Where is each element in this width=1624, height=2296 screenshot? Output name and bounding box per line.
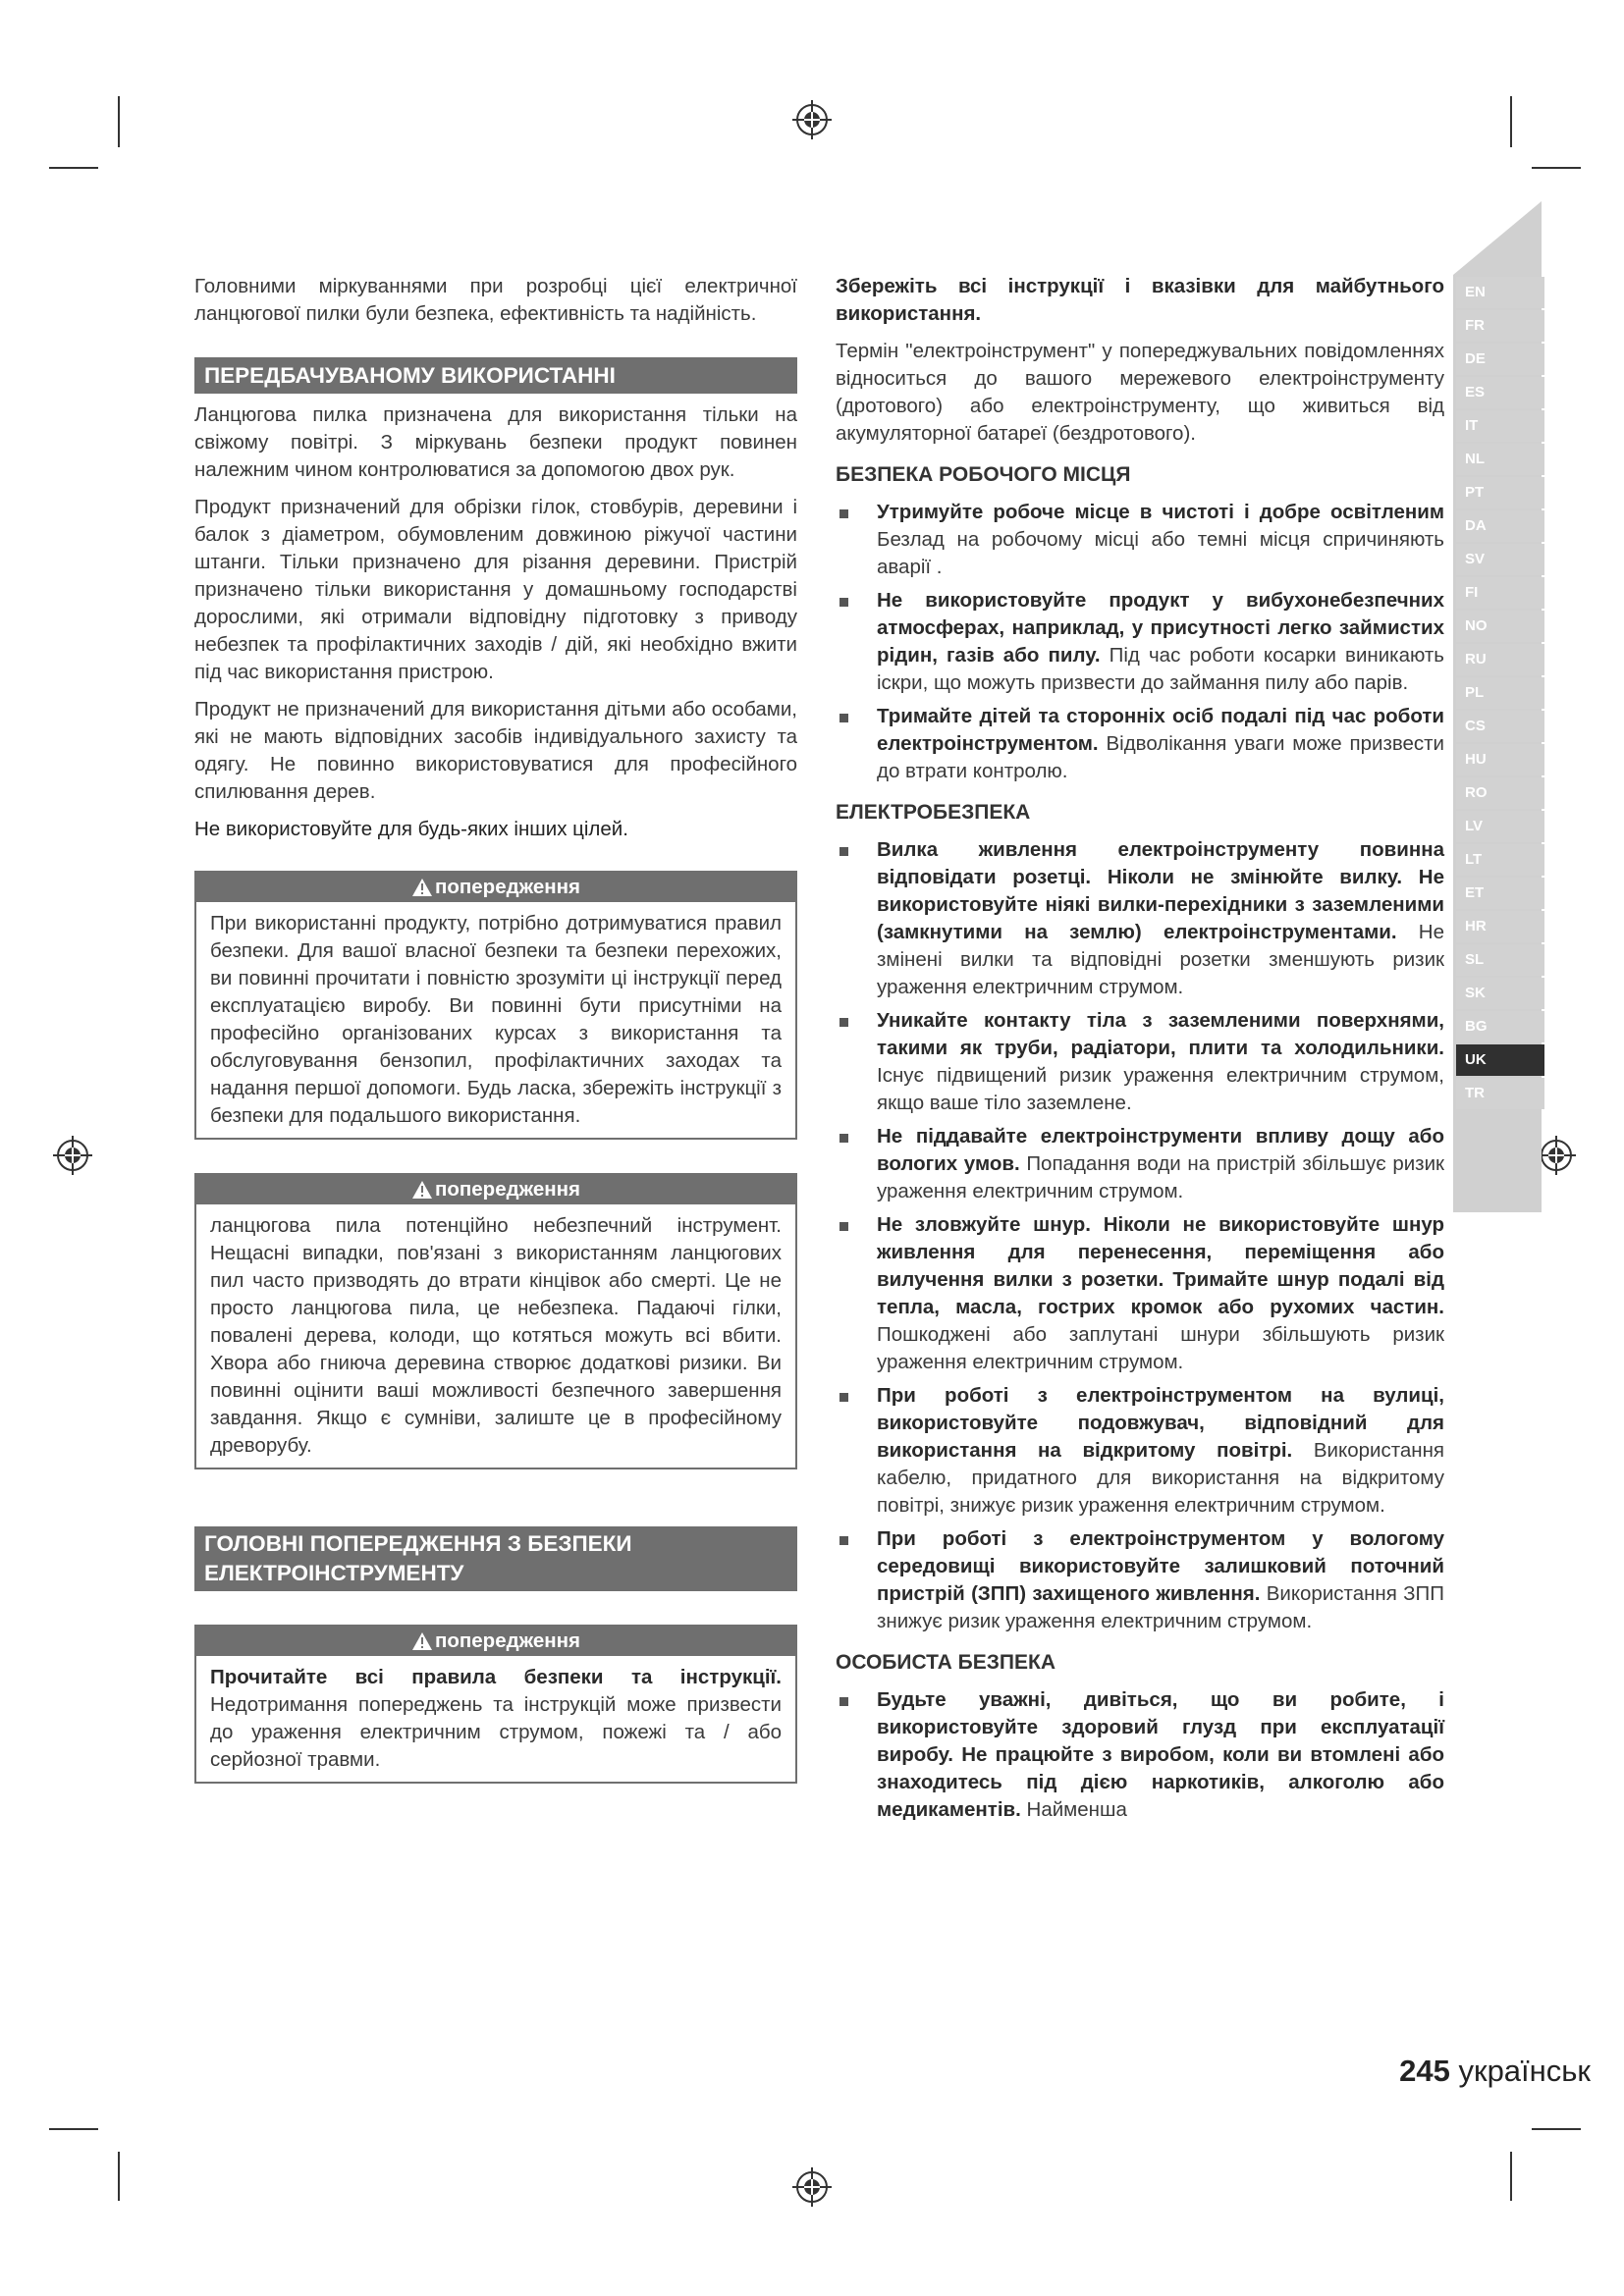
item-bold: Тримайте дітей та сторонніх осіб подалі під час роботи електроінструментом. [877,705,1444,755]
warning-title: попередження [434,1178,580,1201]
lang-tab[interactable]: CS [1456,711,1544,742]
lang-tab[interactable]: LT [1456,844,1544,876]
term-note: Термін "електроінструмент" у попереджувальних повідомленнях відноситься до вашого мережевого електроінструменту (дротового) або електроінструменту, що живиться від акумуляторної батареї (бездротового). [836,340,1444,445]
lang-tab[interactable]: PT [1456,477,1544,508]
lang-tab[interactable]: NO [1456,611,1544,642]
item-bold: При роботі з електроінструментом у вологому середовищі використовуйте залишковий поточний пристрій (ЗПП) захищеного живлення. [877,1527,1444,1605]
paragraph: Не використовуйте для будь-яких інших цілей. [194,818,628,840]
warning-header [196,1627,795,1656]
lang-tab[interactable]: NL [1456,444,1544,475]
item-text: Використання ЗПП знижує ризик ураження електричним струмом. [877,1582,1444,1632]
section-heading: ПЕРЕДБАЧУВАНОМУ ВИКОРИСТАННІ [194,357,797,394]
paragraph: Ланцюгова пилка призначена для використання тільки на свіжому повітрі. З міркувань безпеки продукт повинен належним чином контролюватися за допомогою двох рук. [194,403,797,481]
page-footer [1399,2054,1591,2089]
item-text: Використання кабелю, придатного для використання на відкритому повітрі, знижує ризик ураження електричним струмом. [877,1439,1445,1517]
item-text: Відволікання уваги може призвести до втрати контролю. [877,732,1444,782]
list-item [836,587,1444,697]
lang-tab[interactable]: BG [1456,1011,1544,1042]
list-item [836,1211,1444,1376]
warning-header [196,873,795,902]
lang-tab[interactable]: HR [1456,911,1544,942]
lang-tab[interactable]: RO [1456,777,1544,809]
warning-header [196,1175,795,1204]
item-bold: Не піддавайте електроінструменти впливу дощу або вологих умов. [877,1125,1444,1175]
warning-text: При використанні продукту, потрібно дотримуватися правил безпеки. Для вашої власної безпеки та безпеки перехожих, ви повинні прочитати і повністю зрозуміти ці інструкції перед експлуатацією виробу. Ви повинні бути присутніми на професійно організованих курсах з використання та обслуговування бензопил, профілактичних заходах та надання першої допомоги. Будь ласка, збережіть інструкції з безпеки для подальшого використання. [210,912,782,1127]
item-text: Не змінені вилки та відповідні розетки зменшують ризик ураження електричним струмом. [877,921,1445,998]
item-bold: Вилка живлення електроінструменту повинна відповідати розетці. Ніколи не змінюйте вилку. Не використовуйте ніякі вилки-перехідники з заземленими (замкнутими на землю) електроінструментами. [877,838,1444,943]
crop-mark [1510,2152,1512,2201]
lang-tab[interactable]: SV [1456,544,1544,575]
section-heading-line: ГОЛОВНІ ПОПЕРЕДЖЕННЯ З БЕЗПЕКИ [204,1531,632,1556]
registration-mark-icon [790,2165,834,2209]
crop-mark [118,96,120,147]
save-note [836,273,1444,328]
bullet-square-icon [839,1134,848,1143]
list-item [836,1007,1444,1117]
lang-tab[interactable]: ES [1456,377,1544,408]
warning-triangle-icon [411,1180,433,1200]
item-bold: Утримуйте робоче місце в чистоті і добре освітленим [877,501,1444,523]
item-text: Пошкоджені або заплутані шнури збільшують ризик ураження електричним струмом. [877,1323,1444,1373]
crop-mark [118,2152,120,2201]
item-text: Попадання води на пристрій збільшує ризик ураження електричним струмом. [877,1152,1445,1202]
warning-text [210,1664,782,1774]
item-bold: При роботі з електроінструментом на вулиці, використовуйте подовжувач, відповідний для використання на відкритому повітрі. [877,1384,1444,1462]
subheading: ЕЛЕКТРОБЕЗПЕКА [836,801,1031,824]
crop-mark [49,167,98,169]
paragraph: Продукт призначений для обрізки гілок, стовбурів, деревини і балок з діаметром, обумовленим довжиною ріжучої частини штанги. Тільки призначено для різання деревини. Пристрій призначено тільки використання у домашньому господарстві дорослими, які отримали відповідну підготовку з приводу небезпек та профілактичних заходів / дій, які необхідно вжити під час використання пристрою. [194,496,797,683]
warning-bold: Прочитайте всі правила безпеки та інструкції. [210,1666,782,1688]
section-heading [194,1526,797,1591]
lang-tab[interactable]: RU [1456,644,1544,675]
bullet-square-icon [839,714,848,722]
bullet-square-icon [839,1393,848,1402]
list-item [836,499,1444,581]
crop-mark [1532,167,1581,169]
bullet-list [836,499,1444,785]
bullet-list [836,1686,1444,1824]
bullet-square-icon [839,847,848,856]
list-item [836,836,1444,1001]
item-text: Безлад на робочому місці або темні місця спричиняють аварії . [877,528,1444,578]
bullet-square-icon [839,509,848,518]
list-item [836,703,1444,785]
lang-tab[interactable]: SL [1456,944,1544,976]
lang-tab-active[interactable]: UK [1456,1044,1544,1076]
list-item [836,1525,1444,1635]
crop-mark [1510,96,1512,147]
warning-triangle-icon [411,1631,433,1651]
crop-mark [49,2128,98,2130]
lang-tab[interactable]: PL [1456,677,1544,709]
lang-tab[interactable]: TR [1456,1078,1544,1109]
warning-body [196,902,795,1138]
page-number: 245 [1399,2054,1450,2088]
bullet-square-icon [839,598,848,607]
paragraph: Продукт не призначений для використання дітьми або особами, які не мають відповідних засобів індивідуального захисту та одягу. Не повинно використовуватися для професійного спилювання дерев. [194,698,797,803]
lang-tab[interactable]: FR [1456,310,1544,342]
item-bold: Уникайте контакту тіла з заземленими поверхнями, такими як труби, радіатори, плити та холодильники. [877,1009,1444,1059]
crop-mark [1532,2128,1581,2130]
left-column [194,273,797,1793]
lang-tab[interactable]: DA [1456,510,1544,542]
warning-box [194,871,797,1140]
registration-mark-icon [790,98,834,141]
warning-body [196,1204,795,1468]
bullet-square-icon [839,1536,848,1545]
bullet-square-icon [839,1018,848,1027]
lang-tab[interactable]: LV [1456,811,1544,842]
warning-title: попередження [434,876,580,898]
item-text: Найменша [1020,1798,1127,1821]
lang-tab[interactable]: FI [1456,577,1544,609]
item-bold: Не використовуйте продукт у вибухонебезпечних атмосферах, наприклад, у присутності легко займистих рідин, газів або пилу. [877,589,1444,667]
lang-tab[interactable]: IT [1456,410,1544,442]
bullet-square-icon [839,1222,848,1231]
warning-box [194,1625,797,1784]
warning-body [196,1656,795,1782]
warning-title: попередження [434,1629,580,1652]
section-heading-line: ЕЛЕКТРОІНСТРУМЕНТУ [204,1561,464,1585]
list-item [836,1382,1444,1520]
intro-paragraph: Головними міркуваннями при розробці цієї електричної ланцюгової пилки були безпека, ефективність та надійність. [194,275,797,325]
registration-mark-icon [51,1134,94,1177]
save-note-text: Збережіть всі інструкції і вказівки для майбутнього використання. [836,275,1444,325]
lang-tab[interactable]: EN [1456,277,1544,308]
lang-tab[interactable]: SK [1456,978,1544,1009]
subheading: БЕЗПЕКА РОБОЧОГО МІСЦЯ [836,463,1131,486]
warning-text: ланцюгова пила потенційно небезпечний інструмент. Нещасні випадки, пов'язані з використанням ланцюгових пил часто призводять до втрати кінцівок або смерті. Це не просто ланцюгова пила, це небезпека. Падаючі гілки, повалені дерева, колоди, що котяться можуть всі вбити. Хвора або гниюча деревина створює додаткові ризики. Ви повинні оцінити ваші можливості безпечного завершення завдання. Якщо є сумніви, залиште це в професійному древорубу. [210,1214,782,1457]
lang-tab[interactable]: HU [1456,744,1544,775]
item-text: Під час роботи косарки виникають іскри, що можуть призвести до займання пилу або парів. [877,644,1444,694]
warning-box [194,1173,797,1469]
item-bold: Будьте уважні, дивіться, що ви робите, і використовуйте здоровий глузд при експлуатації виробу. Не працюйте з виробом, коли ви втомлені або знаходитесь під дією наркотиків, алкоголю або медикаментів. [877,1688,1444,1821]
warning-rest: Недотримання попереджень та інструкцій може призвести до ураження електричним струмом, пожежі та / або серйозної травми. [210,1693,782,1771]
language-tabs [1456,277,1544,1111]
footer-language: українськ [1458,2054,1591,2088]
list-item [836,1686,1444,1824]
warning-triangle-icon [411,878,433,897]
item-bold: Не зловжуйте шнур. Ніколи не використовуйте шнур живлення для перенесення, переміщення або вилучення вилки з розетки. Тримайте шнур подалі від тепла, масла, гострих кромок або рухомих частин. [877,1213,1444,1318]
item-text: Існує підвищений ризик ураження електричним струмом, якщо ваше тіло заземлене. [877,1064,1444,1114]
right-column [836,273,1444,1832]
bullet-square-icon [839,1697,848,1706]
lang-tab[interactable]: ET [1456,878,1544,909]
lang-tab[interactable]: DE [1456,344,1544,375]
subheading: ОСОБИСТА БЕЗПЕКА [836,1651,1056,1674]
bullet-list [836,836,1444,1635]
list-item [836,1123,1444,1205]
